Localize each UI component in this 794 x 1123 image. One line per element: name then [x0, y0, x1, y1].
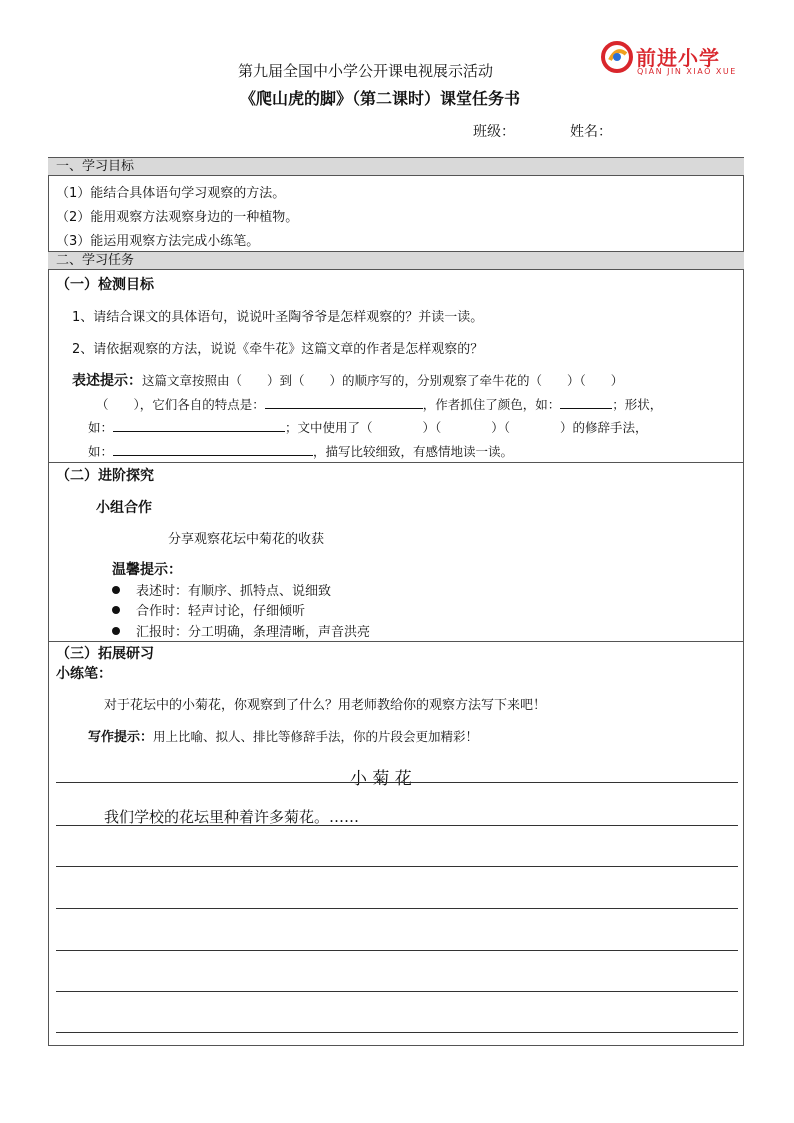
part1-heading: （一）检测目标	[56, 277, 154, 293]
bullet-icon	[112, 606, 120, 614]
page-title: 《爬山虎的脚》（第二课时）课堂任务书	[240, 89, 521, 108]
hint-line-1: 表述提示：这篇文章按照由（ ）到（ ）的顺序写的，分别观察了牵牛花的（ ）（ ）	[72, 373, 624, 389]
hint-line-3: 如： ；文中使用了（ ）（ ）（ ）的修辞手法，	[88, 420, 648, 435]
practice-prompt: 对于花坛中的小菊花，你观察到了什么？用老师教给你的观察方法写下来吧！	[104, 698, 547, 713]
essay-title: 小 菊 花	[350, 769, 412, 789]
hint-line-2: （ ），它们各自的特点是： ，作者抓住了颜色，如： ；形状，	[96, 397, 663, 412]
goal-item: （3）能运用观察方法完成小练笔。	[56, 234, 260, 249]
school-logo	[600, 38, 750, 82]
divider	[48, 462, 744, 463]
essay-start: 我们学校的花坛里种着许多菊花。……	[104, 808, 360, 826]
goal-item: （1）能结合具体语句学习观察的方法。	[56, 186, 286, 201]
question-1: 1、请结合课文的具体语句，说说叶圣陶爷爷是怎样观察的？并读一读。	[72, 310, 484, 325]
question-2: 2、请依据观察的方法，说说《牵牛花》这篇文章的作者是怎样观察的？	[72, 342, 484, 357]
blank-shape[interactable]	[113, 419, 285, 432]
logo-subtext: QIAN JIN XIAO XUE	[637, 67, 737, 76]
part2-heading: （二）进阶探究	[56, 468, 154, 484]
tip-item: 汇报时：分工明确，条理清晰，声音洪亮	[112, 621, 370, 640]
hint-line-4: 如： ，描写比较细致，有感情地读一读。	[88, 444, 514, 459]
tips-label: 温馨提示：	[112, 562, 182, 578]
hint-label: 表述提示：	[72, 373, 142, 389]
logo-text: 前进小学	[636, 46, 720, 70]
writing-line[interactable]	[56, 1032, 738, 1033]
name-label: 姓名：	[570, 124, 612, 140]
section-tasks-heading: 二、学习任务	[48, 251, 744, 270]
blank-rhetoric-example[interactable]	[113, 443, 313, 456]
logo-emblem-icon	[600, 40, 634, 74]
writing-hint-label: 写作提示：	[88, 730, 154, 745]
writing-line[interactable]	[56, 866, 738, 867]
writing-hint: 写作提示：用上比喻、拟人、排比等修辞手法，你的片段会更加精彩！	[88, 729, 479, 745]
tip-item: 表述时：有顺序、抓特点、说细致	[112, 580, 331, 599]
writing-line[interactable]	[56, 991, 738, 992]
section-goals-heading: 一、学习目标	[48, 157, 744, 176]
event-title: 第九届全国中小学公开课电视展示活动	[238, 62, 494, 80]
blank-features[interactable]	[265, 396, 423, 409]
writing-line[interactable]	[56, 950, 738, 951]
divider	[48, 641, 744, 642]
part3-heading: （三）拓展研习	[56, 646, 154, 662]
writing-line[interactable]	[56, 908, 738, 909]
bullet-icon	[112, 627, 120, 635]
blank-color[interactable]	[560, 396, 612, 409]
writing-line[interactable]	[56, 825, 738, 826]
writing-line[interactable]	[56, 782, 738, 783]
tip-item: 合作时：轻声讨论，仔细倾听	[112, 600, 305, 619]
group-task: 分享观察花坛中菊花的收获	[168, 532, 325, 547]
goal-item: （2）能用观察方法观察身边的一种植物。	[56, 210, 299, 225]
bullet-icon	[112, 586, 120, 594]
practice-label: 小练笔：	[56, 666, 112, 682]
class-label: 班级：	[473, 124, 515, 140]
group-work-label: 小组合作	[96, 500, 152, 516]
